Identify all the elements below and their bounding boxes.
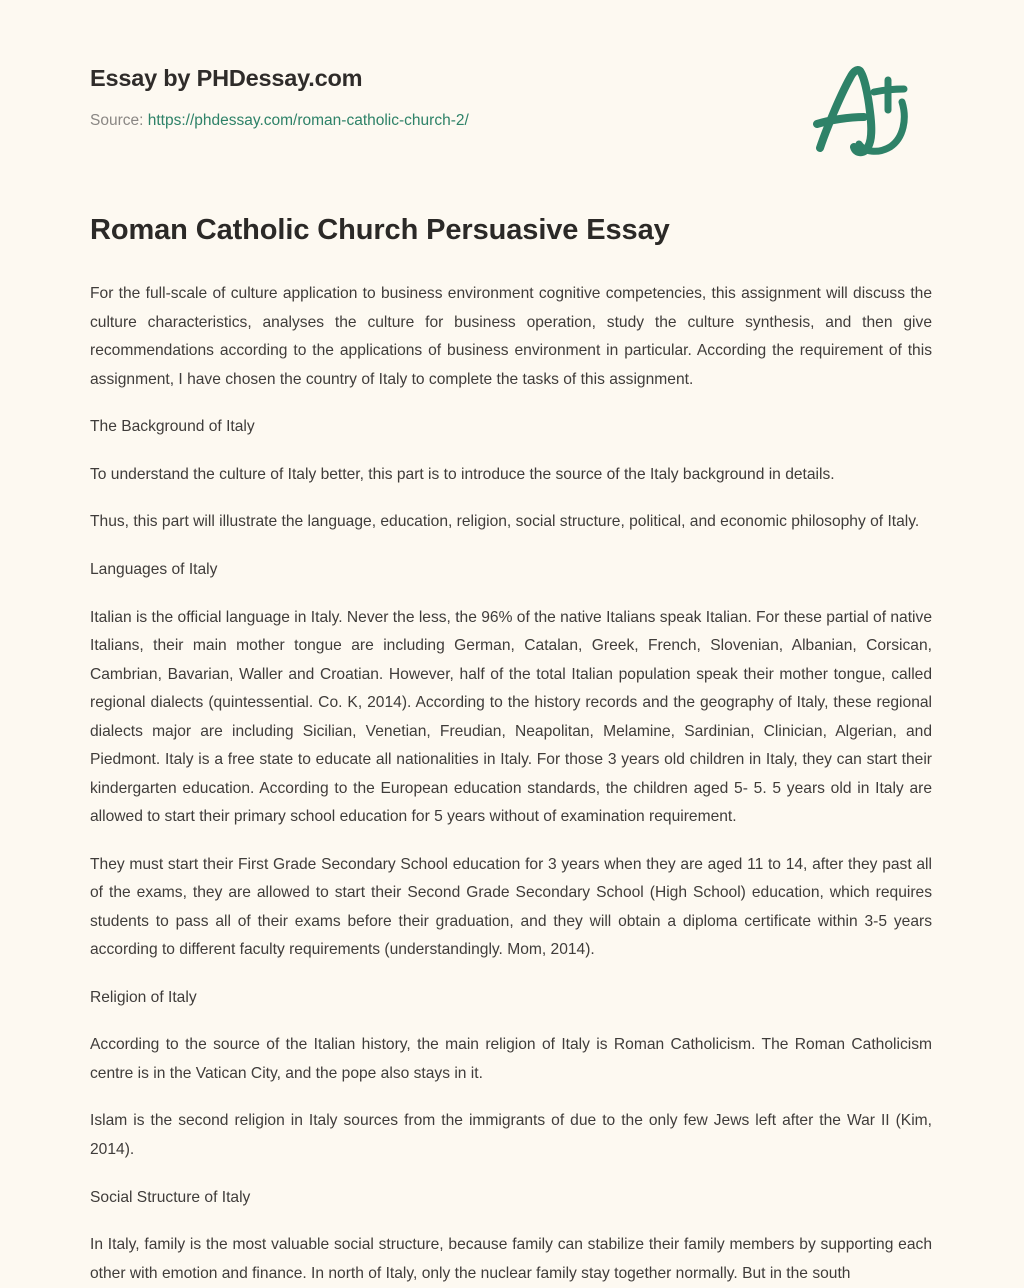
document <box>0 158 1024 1288</box>
header-inner <box>0 66 1024 158</box>
body-paragraph: To understand the culture of Italy better, this part is to introduce the source of the Italy background in details. <box>90 465 835 483</box>
page-title: Roman Catholic Church Persuasive Essay <box>90 214 670 246</box>
body-paragraph: Italian is the official language in Italy. Never the less, the 96% of the native Italians speak Italian. For these partial of native Italians, their main mother tongue are including German, Catalan, Greek, French, Slovenian, Albanian, Corsican, Cambrian, Bavarian, Waller and Croatian. However, half of the total Italian population speak their mother tongue, called regional dialects (quintessential. Co. K, 2014). According to the history records and the geography of Italy, these regional dialects major are including Sicilian, Venetian, Freudian, Neapolitan, Melamine, Sardinian, Clinician, Algerian, and Piedmont. Italy is a free state to educate all nationalities in Italy. For those 3 years old children in Italy, they can start their kindergarten education. According to the European education standards, the children aged 5- 5. 5 years old in Italy are allowed to start their primary school education for 5 years without of examination requirement. <box>90 608 932 826</box>
a-plus-logo-icon <box>806 62 918 158</box>
page-header <box>0 0 1024 158</box>
body-paragraph: Thus, this part will illustrate the language, education, religion, social structure, political, and economic philosophy of Italy. <box>90 513 920 531</box>
section-heading: Social Structure of Italy <box>90 1188 251 1206</box>
section-heading: The Background of Italy <box>90 418 255 436</box>
section-heading: Religion of Italy <box>90 988 197 1006</box>
source-line <box>90 111 469 131</box>
body-paragraph: According to the source of the Italian history, the main religion of Italy is Roman Catholicism. The Roman Catholicism centre is in the Vatican City, and the pope also stays in it. <box>90 1036 932 1082</box>
source-url-link[interactable]: https://phdessay.com/roman-catholic-church-2/ <box>147 111 469 129</box>
body-paragraph: They must start their First Grade Secondary School education for 3 years when they are aged 11 to 14, after they past all of the exams, they are allowed to start their Second Grade Secondary School (High School) education, which requires students to pass all of their exams before their graduation, and they will obtain a diploma certificate within 3-5 years according to different faculty requirements (understandingly. Mom, 2014). <box>90 855 932 959</box>
body-paragraph: Islam is the second religion in Italy sources from the immigrants of due to the only few Jews left after the War II (Kim, 2014). <box>90 1112 932 1158</box>
body-paragraph: In Italy, family is the most valuable social structure, because family can stabilize their family members by supporting each other with emotion and finance. In north of Italy, only the nuclear family stay together normally. But in the south <box>90 1236 932 1282</box>
brand-block <box>90 66 469 131</box>
brand-title: Essay by PHDessay.com <box>90 65 363 91</box>
source-label: Source: <box>90 111 144 129</box>
body-paragraph: For the full-scale of culture application to business environment cognitive competencies, this assignment will discuss the culture characteristics, analyses the culture for business operation, study the culture synthesis, and then give recommendations according to the applications of business environment in particular. According the requirement of this assignment, I have chosen the country of Italy to complete the tasks of this assignment. <box>90 285 932 388</box>
section-heading: Languages of Italy <box>90 560 218 578</box>
document-body <box>90 248 932 1288</box>
